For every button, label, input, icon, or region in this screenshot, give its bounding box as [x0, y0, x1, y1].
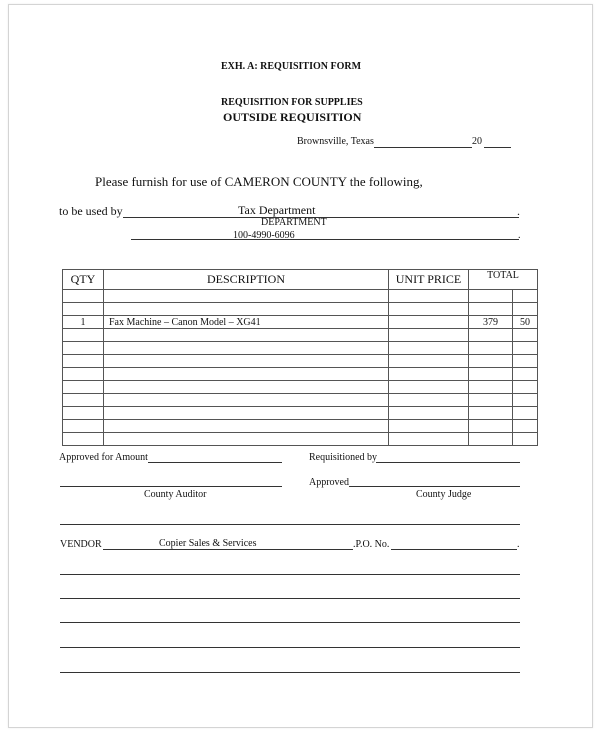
unit-price-cell: [389, 303, 469, 316]
judge-signature-line: [349, 486, 520, 487]
total-dollars-cell: [469, 303, 513, 316]
exhibit-title: EXH. A: REQUISITION FORM: [221, 61, 362, 72]
po-period: .: [517, 539, 520, 550]
description-header: DESCRIPTION: [104, 270, 389, 290]
blank-line: [60, 622, 520, 623]
total-cents-cell: [513, 381, 538, 394]
total-cents-cell: [513, 420, 538, 433]
description-cell: [104, 290, 389, 303]
unit-price-cell: [389, 342, 469, 355]
total-dollars-cell: [469, 433, 513, 446]
year-line: [484, 147, 511, 148]
total-cents-cell: [513, 290, 538, 303]
qty-cell: [63, 368, 104, 381]
description-cell: [104, 342, 389, 355]
table-row: [63, 355, 538, 368]
total-cents-cell: 50: [513, 316, 538, 329]
total-cents-cell: [513, 394, 538, 407]
total-cents-cell: [513, 433, 538, 446]
total-dollars-cell: [469, 420, 513, 433]
city-label: Brownsville, Texas: [297, 136, 374, 147]
requisitioned-by-line: [376, 462, 520, 463]
table-row: [63, 290, 538, 303]
total-cents-cell: [513, 368, 538, 381]
table-header-row: [63, 270, 538, 290]
unit-price-cell: [389, 433, 469, 446]
qty-cell: [63, 420, 104, 433]
total-cents-cell: [513, 355, 538, 368]
used-by-value: Tax Department: [238, 203, 316, 217]
total-dollars-cell: [469, 329, 513, 342]
used-by-label: to be used by: [59, 204, 123, 218]
blank-line: [60, 574, 520, 575]
table-row: [63, 368, 538, 381]
total-cents-cell: [513, 407, 538, 420]
furnish-text: Please furnish for use of CAMERON COUNTY the following,: [95, 174, 423, 189]
used-by-period: .: [517, 204, 520, 218]
blank-line: [60, 524, 520, 525]
table-row: [63, 316, 538, 329]
description-cell: [104, 303, 389, 316]
qty-cell: [63, 303, 104, 316]
qty-cell: [63, 329, 104, 342]
account-period: .: [518, 230, 521, 241]
unit-price-cell: [389, 420, 469, 433]
form-subtitle: REQUISITION FOR SUPPLIES: [221, 97, 363, 108]
unit-price-cell: [389, 316, 469, 329]
total-dollars-cell: [469, 381, 513, 394]
total-cents-cell: [513, 342, 538, 355]
vendor-label: VENDOR: [60, 539, 102, 550]
description-cell: [104, 329, 389, 342]
unit-price-cell: [389, 407, 469, 420]
form-title: OUTSIDE REQUISITION: [223, 110, 362, 124]
qty-cell: [63, 394, 104, 407]
description-cell: [104, 420, 389, 433]
county-judge-label: County Judge: [416, 489, 472, 500]
document-page: [8, 4, 593, 728]
total-dollars-cell: [469, 394, 513, 407]
qty-cell: [63, 342, 104, 355]
total-cents-cell: [513, 329, 538, 342]
total-dollars-cell: [469, 407, 513, 420]
po-line: [391, 549, 517, 550]
approved-label: Approved: [309, 477, 349, 488]
qty-cell: [63, 355, 104, 368]
unit-price-cell: [389, 381, 469, 394]
account-number: 100-4990-6096: [233, 230, 295, 241]
department-label: DEPARTMENT: [261, 217, 327, 228]
qty-cell: 1: [63, 316, 104, 329]
description-cell: [104, 407, 389, 420]
approved-for-amount-label: Approved for Amount: [59, 452, 148, 463]
description-cell: [104, 433, 389, 446]
auditor-signature-line: [60, 486, 282, 487]
table-row: [63, 381, 538, 394]
approved-for-amount-line: [148, 462, 282, 463]
qty-cell: [63, 407, 104, 420]
total-dollars-cell: [469, 342, 513, 355]
table-row: [63, 433, 538, 446]
blank-line: [60, 672, 520, 673]
table-row: [63, 420, 538, 433]
table-row: [63, 342, 538, 355]
requisitioned-by-label: Requisitioned by: [309, 452, 378, 463]
items-table: [62, 269, 538, 446]
table-row: [63, 394, 538, 407]
total-cents-cell: [513, 303, 538, 316]
total-dollars-cell: [469, 290, 513, 303]
description-cell: Fax Machine – Canon Model – XG41: [104, 316, 389, 329]
total-dollars-cell: [469, 368, 513, 381]
vendor-line: [103, 549, 353, 550]
vendor-value: Copier Sales & Services: [159, 538, 257, 549]
table-row: [63, 407, 538, 420]
qty-header: QTY: [63, 270, 104, 290]
unit-price-cell: [389, 368, 469, 381]
unit-price-cell: [389, 394, 469, 407]
po-label: .P.O. No.: [353, 539, 390, 550]
county-auditor-label: County Auditor: [144, 489, 207, 500]
description-cell: [104, 394, 389, 407]
unit-price-cell: [389, 355, 469, 368]
qty-cell: [63, 433, 104, 446]
unit-price-cell: [389, 329, 469, 342]
unit-price-header: UNIT PRICE: [389, 270, 469, 290]
description-cell: [104, 381, 389, 394]
account-line: [131, 239, 519, 240]
blank-line: [60, 598, 520, 599]
table-row: [63, 329, 538, 342]
date-line: [374, 147, 472, 148]
blank-line: [60, 647, 520, 648]
total-dollars-cell: [469, 355, 513, 368]
unit-price-cell: [389, 290, 469, 303]
qty-cell: [63, 290, 104, 303]
description-cell: [104, 355, 389, 368]
total-dollars-cell: 379: [469, 316, 513, 329]
table-row: [63, 303, 538, 316]
qty-cell: [63, 381, 104, 394]
description-cell: [104, 368, 389, 381]
year-prefix: 20: [472, 136, 482, 147]
total-header: TOTAL: [469, 270, 538, 290]
